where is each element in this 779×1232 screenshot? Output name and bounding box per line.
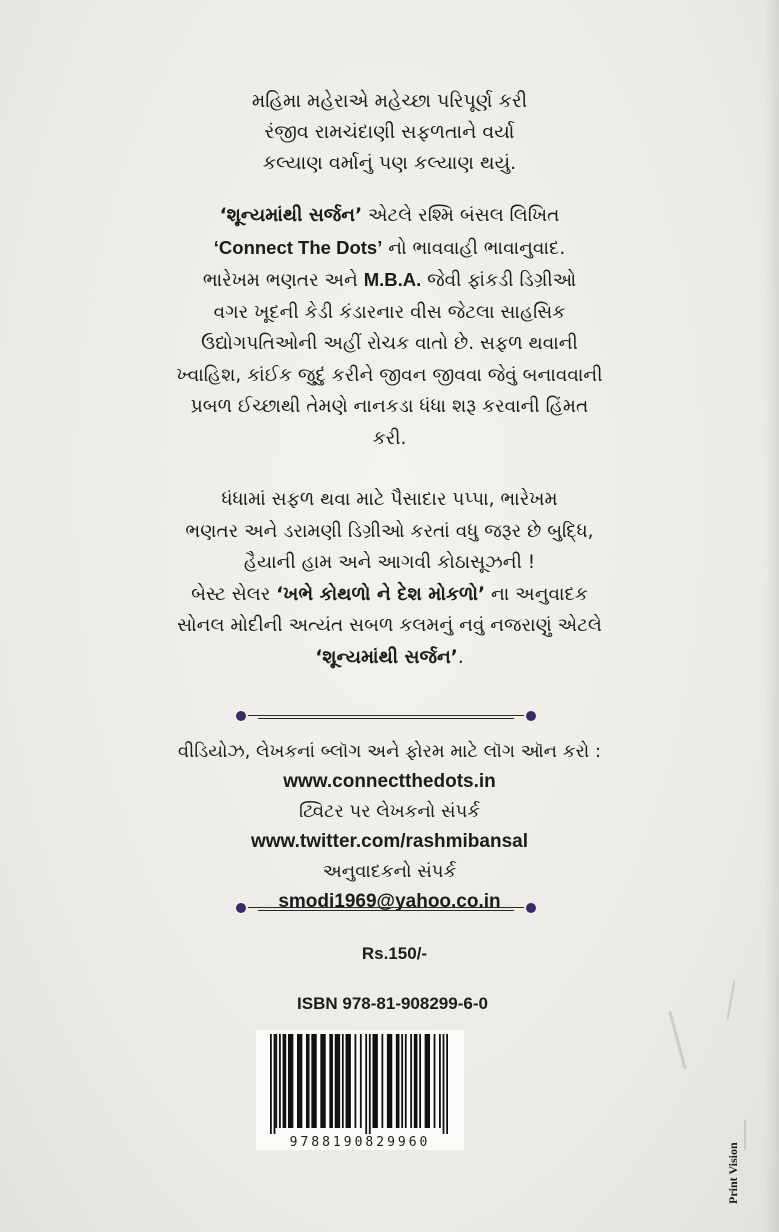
- paragraph-line: હૈયાની હામ અને આગવી કોઠાસૂઝની !: [243, 552, 536, 573]
- barcode-bar: [425, 1034, 430, 1128]
- description-paragraph-2: [0, 484, 779, 673]
- barcode: [256, 1030, 464, 1150]
- paragraph-line: [0, 232, 779, 265]
- translator-label: અનુવાદકનો સંપર્ક: [322, 861, 457, 882]
- barcode-bar: [320, 1034, 325, 1128]
- barcode-bar: [311, 1034, 316, 1128]
- barcode-bar: [387, 1034, 392, 1128]
- divider-dot-icon: [236, 711, 246, 721]
- barcode-bar: [288, 1034, 293, 1128]
- website-link[interactable]: www.connectthedots.in: [283, 771, 496, 792]
- text-span: બેસ્ટ સેલર: [191, 583, 277, 605]
- intro-line: કલ્યાણ વર્માનું પણ કલ્યાણ થયું.: [262, 152, 517, 174]
- description-paragraph-1: [0, 200, 779, 454]
- barcode-bar: [405, 1034, 407, 1128]
- paragraph-line: પ્રબળ ઈચ્છાથી તેમણે નાનકડા ધંધા શરૂ કરવાની હિંમત: [190, 396, 589, 417]
- barcode-bar: [372, 1034, 377, 1128]
- text-span: ના અનુવાદક: [485, 583, 588, 605]
- barcode-bar: [401, 1034, 403, 1128]
- barcode-bar: [365, 1034, 367, 1134]
- divider-dot-icon: [526, 903, 536, 913]
- contact-intro: વીડિયોઝ, લેખકનાં બ્લૉગ અને ફોરમ માટે લૉગ ઑન કરો :: [177, 741, 602, 762]
- barcode-bar: [434, 1034, 436, 1128]
- original-title: ‘Connect The Dots’: [213, 236, 383, 258]
- barcode-bar: [346, 1034, 351, 1128]
- paragraph-line: [0, 579, 779, 611]
- barcode-bar: [419, 1034, 421, 1128]
- text-span: એટલે રશ્મિ બંસલ લિખિત: [362, 205, 560, 226]
- paragraph-line: કરી.: [372, 427, 407, 449]
- text-span: ભારેખમ ભણતર અને: [202, 270, 364, 291]
- barcode-bar: [297, 1034, 302, 1128]
- barcode-bar: [396, 1034, 400, 1128]
- isbn-label: ISBN 978-81-908299-6-0: [297, 994, 488, 1013]
- divider-rule: [258, 718, 514, 719]
- paragraph-line: ધંધામાં સફળ થવા માટે પૈસાદાર પપ્પા, ભારેખમ: [221, 489, 558, 510]
- divider-rule: [248, 907, 524, 908]
- barcode-bar: [355, 1034, 357, 1128]
- barcode-bar: [270, 1034, 272, 1134]
- barcode-bar: [306, 1034, 310, 1128]
- divider-dot-icon: [526, 711, 536, 721]
- barcode-bar: [369, 1034, 371, 1134]
- barcode-bar: [439, 1034, 441, 1128]
- barcode-bar: [443, 1034, 445, 1134]
- book-title: ‘શૂન્યમાંથી સર્જન’: [315, 646, 458, 668]
- book-title: ‘શૂન્યમાંથી સર્જન’: [219, 205, 363, 226]
- barcode-bar: [342, 1034, 344, 1128]
- degree-abbr: M.B.A.: [363, 269, 422, 290]
- printer-name: Print Vision: [726, 1142, 740, 1204]
- contact-block: [0, 737, 779, 917]
- barcode-bars-icon: [268, 1034, 452, 1134]
- intro-line: મહિમા મહેરાએ મહેચ્છા પરિપૂર્ણ કરી: [251, 90, 528, 112]
- paragraph-line: ભણતર અને ડરામણી ડિગ્રીઓ કરતાં વધુ જરૂર છે બુદ્ધિ,: [185, 520, 594, 542]
- text-span: નો ભાવવાહી ભાવાનુવાદ.: [382, 237, 566, 259]
- translator-email[interactable]: smodi1969@yahoo.co.in: [278, 891, 501, 912]
- printer-imprint: [720, 1088, 746, 1208]
- barcode-bar: [335, 1034, 340, 1128]
- barcode-bar: [381, 1034, 383, 1128]
- paragraph-line: ઉદ્યોગપતિઓની અહીં રોચક વાતો છે. સફળ થવાની: [201, 333, 578, 354]
- barcode-bar: [410, 1034, 412, 1128]
- paragraph-line: [0, 200, 779, 232]
- barcode-digits: 9788190829960: [289, 1135, 431, 1150]
- ornamental-divider-bottom: [236, 903, 536, 913]
- intro-block: [0, 86, 779, 179]
- text-span: જેવી ફાંકડી ડિગ્રીઓ: [421, 270, 577, 291]
- text-span: .: [457, 646, 464, 668]
- intro-line: રંજીવ રામચંદાણી સફળતાને વર્યા: [264, 121, 515, 143]
- ornamental-divider-top: [236, 711, 536, 721]
- paragraph-line: સોનલ મોદીની અત્યંત સબળ કલમનું નવું નજરાણું એટલે: [177, 615, 602, 636]
- divider-rule: [248, 715, 524, 716]
- paragraph-line: [0, 642, 779, 674]
- barcode-bar: [274, 1034, 276, 1134]
- divider-dot-icon: [236, 903, 246, 913]
- twitter-link[interactable]: www.twitter.com/rashmibansal: [251, 831, 528, 852]
- barcode-bar: [283, 1034, 287, 1128]
- barcode-bar: [279, 1034, 281, 1128]
- price-label: Rs.150/-: [361, 944, 428, 963]
- divider-rule: [258, 910, 514, 911]
- barcode-bar: [329, 1034, 333, 1128]
- paragraph-line: ખ્વાહિશ, કાંઈક જુદું કરીને જીવન જીવવા જેવું બનાવવાની: [176, 364, 603, 386]
- barcode-bar: [360, 1034, 362, 1128]
- bestseller-title: ‘ખભે કોથળો ને દેશ મોકળો’: [276, 583, 486, 605]
- barcode-bar: [414, 1034, 418, 1128]
- barcode-bar: [446, 1034, 448, 1134]
- twitter-label: ટ્વિટર પર લેખકનો સંપર્ક: [299, 801, 480, 822]
- paragraph-line: [0, 264, 779, 297]
- barcode-bar: [275, 1034, 277, 1128]
- paragraph-line: વગર ખૂદની કેડી કંડારનાર વીસ જેટલા સાહસિક: [213, 301, 566, 323]
